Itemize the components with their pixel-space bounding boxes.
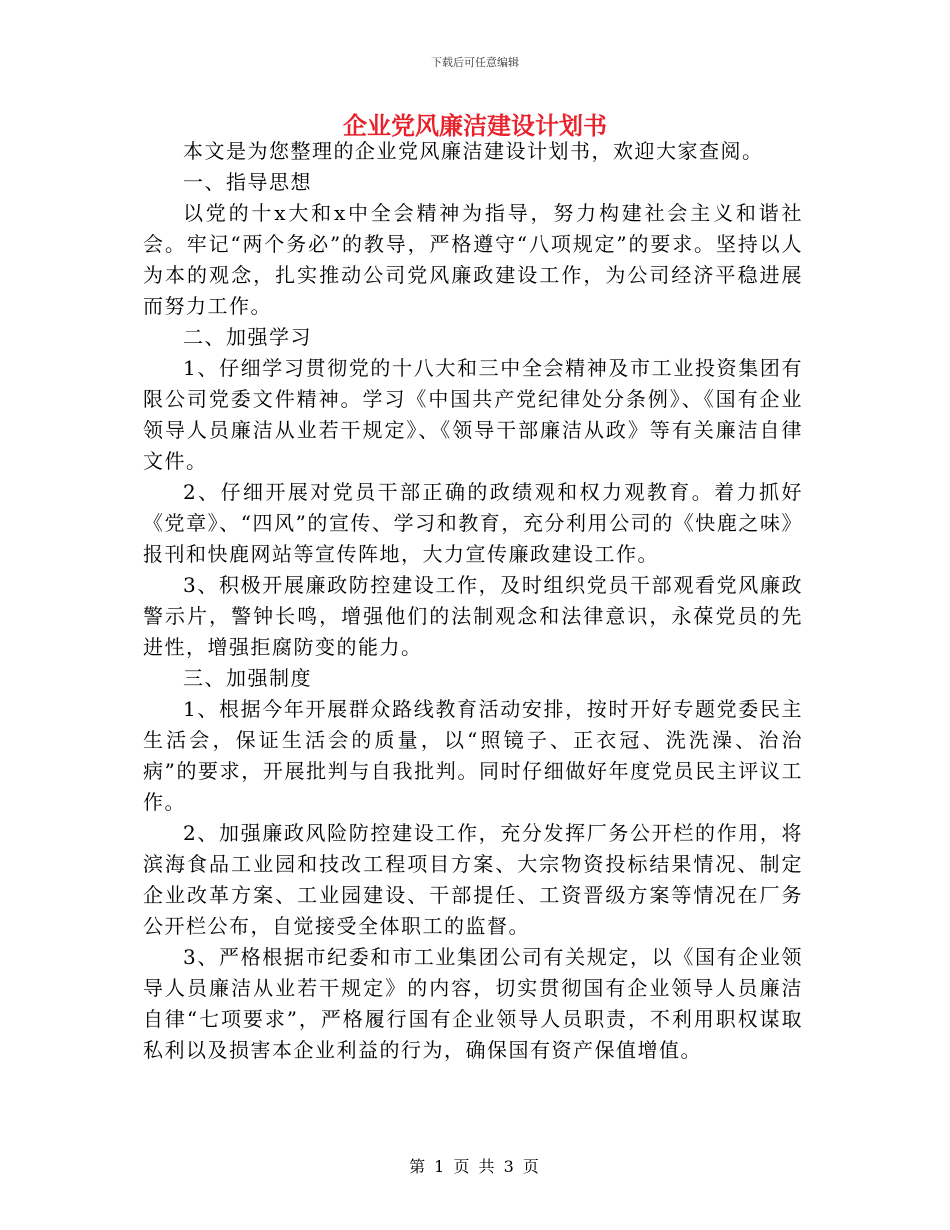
header-note: 下载后可任意编辑 [431, 56, 519, 69]
body-paragraph: 3、严格根据市纪委和市工业集团公司有关规定，以《国有企业领导人员廉洁从业若干规定》的内容，切实贯彻国有企业领导人员廉洁自律“七项要求”，严格履行国有企业领导人员职责，不利用职权谋取私利以及损害本企业利益的行为，确保国有资产保值增值。 [143, 945, 803, 1062]
body-paragraph: 1、仔细学习贯彻党的十八大和三中全会精神及市工业投资集团有限公司党委文件精神。学习《中国共产党纪律处分条例》、《国有企业领导人员廉洁从业若干规定》、《领导干部廉洁从政》等有关廉洁自律文件。 [143, 356, 803, 473]
section-heading-strengthen-study: 二、加强学习 [183, 325, 312, 349]
body-paragraph: 3、积极开展廉政防控建设工作，及时组织党员干部观看党风廉政警示片，警钟长鸣，增强他们的法制观念和法律意识，永葆党员的先进性，增强拒腐防变的能力。 [143, 573, 803, 659]
body-paragraph: 以党的十x大和x中全会精神为指导，努力构建社会主义和谐社会。牢记“两个务必”的教导，严格遵守“八项规定”的要求。坚持以人为本的观念，扎实推动公司党风廉政建设工作，为公司经济平稳进展而努力工作。 [143, 201, 803, 318]
document-body [143, 136, 803, 1066]
body-paragraph: 2、加强廉政风险防控建设工作，充分发挥厂务公开栏的作用，将滨海食品工业园和技改工程项目方案、大宗物资投标结果情况、制定企业改革方案、工业园建设、干部提任、工资晋级方案等情况在厂务公开栏公布，自觉接受全体职工的监督。 [143, 821, 803, 938]
body-paragraph: 2、仔细开展对党员干部正确的政绩观和权力观教育。着力抓好《党章》、“四风”的宣传、学习和教育，充分利用公司的《快鹿之味》报刊和快鹿网站等宣传阵地，大力宣传廉政建设工作。 [143, 480, 803, 566]
section-heading-guiding-ideology: 一、指导思想 [183, 170, 312, 194]
page-number-footer: 第 1 页 共 3 页 [409, 1157, 541, 1176]
intro-paragraph: 本文是为您整理的企业党风廉洁建设计划书，欢迎大家查阅。 [183, 139, 764, 163]
section-heading-strengthen-system: 三、加强制度 [183, 666, 312, 690]
body-paragraph: 1、根据今年开展群众路线教育活动安排，按时开好专题党委民主生活会，保证生活会的质量，以“照镜子、正衣冠、洗洗澡、治治病”的要求，开展批判与自我批判。同时仔细做好年度党员民主评议工作。 [143, 697, 803, 814]
document-title: 企业党风廉洁建设计划书 [343, 111, 607, 140]
